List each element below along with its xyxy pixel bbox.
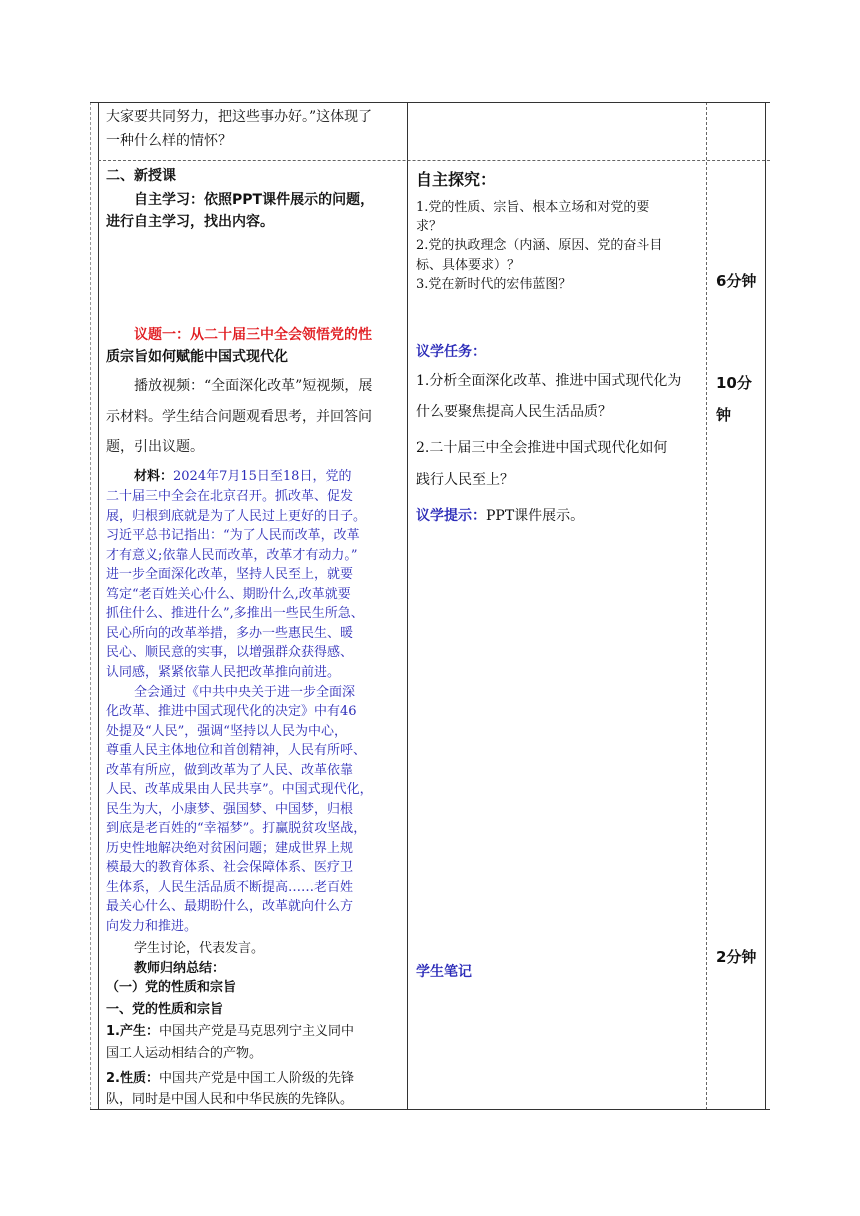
self-study-line-1: 自主学习：依照PPT课件展示的问题， <box>134 192 375 208</box>
material-line-14: 处提及“人民”，强调“坚持以人民为中心， <box>106 724 347 739</box>
material-line-23: 最关心什么、最期盼什么，改革就向什么方 <box>106 899 354 914</box>
hint-text: PPT课件展示。 <box>486 508 585 524</box>
task-title: 议学任务： <box>416 344 486 360</box>
material-line-8: 抓住什么、推进什么”,多推出一些民生所急、 <box>106 606 364 621</box>
task-line-3: 2.二十届三中全会推进中国式现代化如何 <box>416 440 668 456</box>
video-line-1: 播放视频：“全面深化改革”短视频，展 <box>134 378 373 394</box>
material-line-21: 模最大的教育体系、社会保障体系、医疗卫 <box>106 860 354 875</box>
material-line-4: 习近平总书记指出：“为了人民而改革，改革 <box>106 528 360 543</box>
teacher-summary: 教师归纳总结： <box>134 961 226 976</box>
material-line-12: 全会通过《中共中央关于进一步全面深 <box>134 685 356 700</box>
task-line-1: 1.分析全面深化改革、推进中国式现代化为 <box>416 373 682 389</box>
origin-text-1: 中国共产党是马克思列宁主义同中 <box>158 1024 354 1039</box>
row-divider <box>98 160 770 161</box>
origin-label: 1.产生： <box>106 1024 159 1039</box>
material-line-15: 尊重人民主体地位和首创精神，人民有所呼、 <box>106 743 367 758</box>
explore-line-5: 3.党在新时代的宏伟蓝图？ <box>416 277 572 292</box>
material-line-3: 展，归根到底就是为了人民过上更好的日子。 <box>106 509 367 524</box>
material-line-18: 民生为大，小康梦、强国梦、中国梦，归根 <box>106 802 354 817</box>
material-line-7: 笃定“老百姓关心什么、期盼什么,改革就要 <box>106 587 351 602</box>
point-heading: 一、党的性质和宗旨 <box>106 1002 224 1017</box>
material-line-10: 民心、顺民意的实事，以增强群众获得感、 <box>106 645 354 660</box>
hint-line <box>416 506 584 526</box>
section-title: 二、新授课 <box>106 168 176 184</box>
material-line-17: 人民、改革成果由人民共享”。中国式现代化， <box>106 782 373 797</box>
nature-line-1 <box>106 1069 354 1089</box>
material-line-24: 向发力和推进。 <box>106 919 198 934</box>
material-line-9: 民心所向的改革举措，多办一些惠民生、暖 <box>106 626 354 641</box>
material-line-6: 进一步全面深化改革，坚持人民至上，就要 <box>106 567 354 582</box>
hint-label: 议学提示： <box>416 508 486 524</box>
explore-line-1: 1.党的性质、宗旨、根本立场和对党的要 <box>416 200 650 215</box>
discussion-text: 学生讨论，代表发言。 <box>134 941 265 956</box>
intro-line-1: 大家要共同努力，把这些事办好。”这体现了 <box>106 109 373 125</box>
table-border-left <box>98 102 99 1110</box>
topic-heading-line-1 <box>134 325 372 345</box>
nature-label: 2.性质： <box>106 1071 159 1086</box>
material-line-1 <box>134 467 351 487</box>
column-divider-1 <box>407 102 408 1110</box>
task-line-2: 什么要聚焦提高人民生活品质？ <box>416 404 612 420</box>
task-line-4: 践行人民至上？ <box>416 472 514 488</box>
nature-line-2: 队，同时是中国人民和中华民族的先锋队。 <box>106 1092 354 1107</box>
material-line-19: 到底是老百姓的“幸福梦”。打赢脱贫攻坚战， <box>106 821 367 836</box>
material-label: 材料： <box>134 469 174 484</box>
time-10-minutes-line-2: 钟 <box>716 406 732 424</box>
material-line-13: 化改革、推进中国式现代化的决定》中有46 <box>106 704 357 719</box>
column-divider-2 <box>706 102 707 1110</box>
student-notes-label: 学生笔记 <box>416 964 472 980</box>
table-border-right <box>765 102 766 1110</box>
time-6-minutes: 6分钟 <box>716 272 757 290</box>
explore-line-4: 标、具体要求）？ <box>416 258 521 273</box>
table-top-border <box>90 102 770 103</box>
explore-line-2: 求？ <box>416 219 443 234</box>
video-line-3: 题，引出议题。 <box>106 439 204 455</box>
time-2-minutes: 2分钟 <box>716 948 757 966</box>
material-line-20: 历史性地解决绝对贫困问题；建成世界上规 <box>106 841 354 856</box>
outer-margin-line <box>90 102 91 1110</box>
intro-line-2: 一种什么样的情怀？ <box>106 133 232 149</box>
origin-line-1 <box>106 1022 354 1042</box>
material-line-16: 改革有所应，做到改革为了人民、改革依靠 <box>106 763 354 778</box>
nature-text-1: 中国共产党是中国工人阶级的先锋 <box>158 1071 354 1086</box>
self-study-line-2: 进行自主学习，找出内容。 <box>106 214 274 230</box>
explore-line-3: 2.党的执政理念（内涵、原因、党的奋斗目 <box>416 238 663 253</box>
origin-line-2: 国工人运动相结合的产物。 <box>106 1046 263 1061</box>
topic-heading-line-2: 质宗旨如何赋能中国式现代化 <box>106 349 288 365</box>
topic-heading-text-1: 议题一：从二十届三中全会领悟党的性 <box>134 327 372 343</box>
sub-heading: （一）党的性质和宗旨 <box>106 980 237 995</box>
time-10-minutes-line-1: 10分 <box>716 374 752 392</box>
material-line-22: 生体系，人民生活品质不断提高……老百姓 <box>106 880 354 895</box>
video-line-2: 示材料。学生结合问题观看思考，并回答问 <box>106 409 372 425</box>
material-line-5: 才有意义;依靠人民而改革，改革才有动力。” <box>106 548 358 563</box>
explore-title: 自主探究： <box>416 170 497 189</box>
material-line-2: 二十届三中全会在北京召开。抓改革、促发 <box>106 489 354 504</box>
material-text-1: 2024年7月15日至18日，党的 <box>173 469 352 484</box>
material-line-11: 认同感，紧紧依靠人民把改革推向前进。 <box>106 665 341 680</box>
